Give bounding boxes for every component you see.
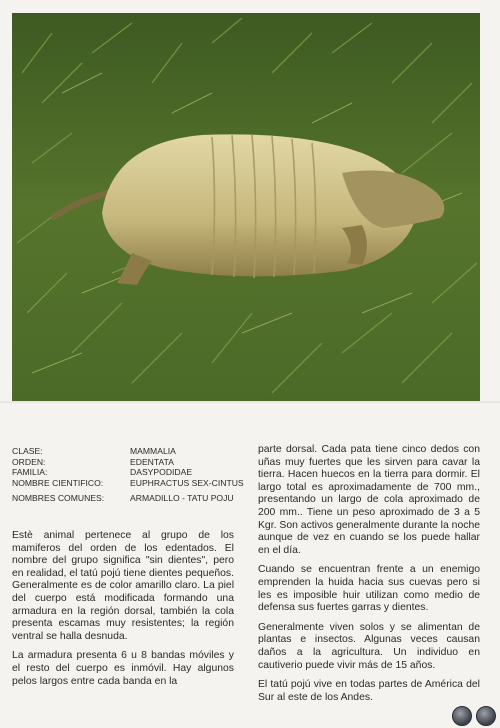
paragraph: El tatú pojú vive en todas partes de América del Sur al este de los Andes. bbox=[258, 679, 480, 703]
classification-row-nombres-comunes bbox=[12, 493, 244, 504]
classification-value: EUPHRACTUS SEX-CINTUS bbox=[130, 477, 244, 488]
classification-row-nombre-cientifico bbox=[12, 478, 244, 489]
text-column-right bbox=[258, 444, 480, 711]
text-column-left bbox=[12, 530, 234, 695]
paragraph: Generalmente viven solos y se alimentan de plantas e insectos. Algunas veces causan daños a la agricultura. Un individuo en cautiverio puede vivir más de 15 años. bbox=[258, 621, 480, 671]
photo-bottom-edge bbox=[0, 401, 500, 403]
classification-value: EDENTATA bbox=[130, 456, 174, 467]
classification-table bbox=[12, 446, 244, 504]
paragraph: Estè animal pertenece al grupo de los mamiferos del orden de los edentados. El nombre del grupo significa "sin dientes", pero en realidad, el tatú pojú tiene dientes pequeños. Generalmente es de color amarillo claro. La piel del cuerpo está modificada formando una armadura en la región dorsal, también la cola presenta escamas muy resistentes; la región ventral se halla desnuda. bbox=[12, 530, 234, 642]
classification-label: CLASE: bbox=[12, 446, 43, 456]
classification-label: ORDEN: bbox=[12, 456, 46, 467]
classification-row-familia bbox=[12, 467, 244, 478]
classification-row-clase bbox=[12, 446, 244, 457]
emblem-icon bbox=[476, 706, 496, 726]
paragraph: parte dorsal. Cada pata tiene cinco dedos con uñas muy fuertes que les sirven para cavar la tierra. Hacen huecos en la tierra para dormir. El largo total es aproximadamente de 700 mm., presentando un largo de cola aproximado de 200 mm.. Tiene un peso aproximado de 3 a 5 Kgr. Son activos generalmente durante la noche aunque de vez en cuando se los puede hallar en el día. bbox=[258, 444, 480, 556]
emblem-icon bbox=[452, 706, 472, 726]
armadillo-photo bbox=[12, 13, 480, 401]
classification-row-orden bbox=[12, 457, 244, 468]
classification-value: DASYPODIDAE bbox=[130, 467, 193, 478]
classification-label: NOMBRES COMUNES: bbox=[12, 493, 105, 504]
classification-label: FAMILIA: bbox=[12, 467, 48, 478]
classification-label: NOMBRE CIENTIFICO: bbox=[12, 477, 104, 488]
paragraph: La armadura presenta 6 u 8 bandas móviles y el resto del cuerpo es inmóvil. Hay algunos pelos largos entre cada banda en la bbox=[12, 650, 234, 687]
classification-value: MAMMALIA bbox=[130, 446, 176, 456]
classification-value: ARMADILLO - TATU POJU bbox=[130, 493, 234, 504]
paragraph: Cuando se encuentran frente a un enemigo emprenden la huida hacia sus cuevas pero si les es imposible huir utilizan como medio de defensa sus fuertes garras y dientes. bbox=[258, 564, 480, 614]
